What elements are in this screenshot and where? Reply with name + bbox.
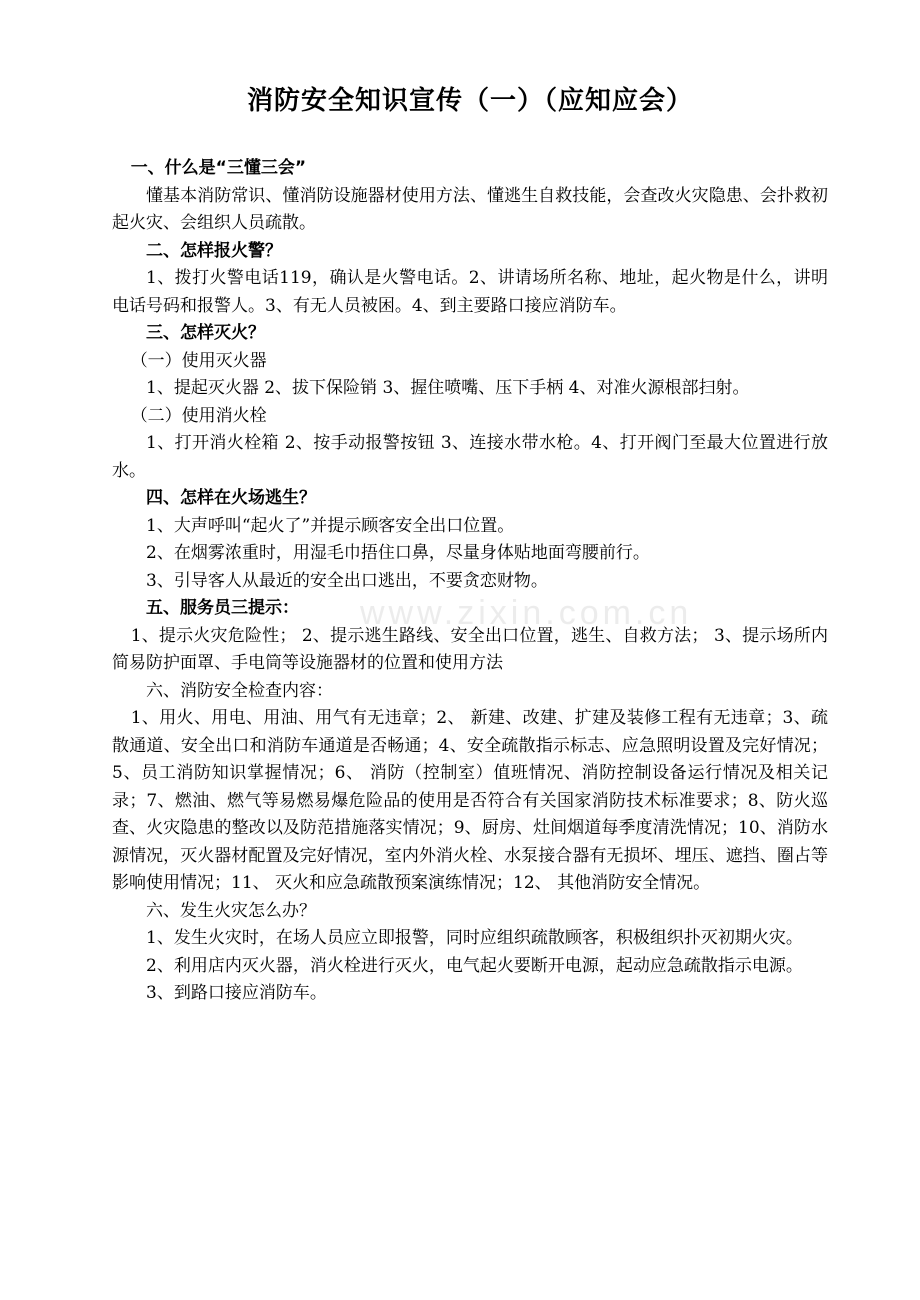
escape-item-2: 2、在烟雾浓重时，用湿毛巾捂住口鼻，尽量身体贴地面弯腰前行。 [146, 543, 650, 563]
section-heading-extinguish: 三、怎样灭火？ [146, 323, 265, 343]
fire-response-item-2: 2、利用店内灭火器，消火栓进行灭火，电气起火要断开电源，起动应急疏散指示电源。 [146, 955, 803, 976]
section-heading-escape: 四、怎样在火场逃生？ [146, 488, 316, 508]
subheading-extinguisher: （一）使用灭火器 [130, 350, 267, 371]
document-title: 消防安全知识宣传（一）（应知应会） [246, 86, 693, 116]
watermark: www.zixin.com.cn [360, 594, 693, 632]
subheading-hydrant: （二）使用消火栓 [130, 405, 267, 426]
document-page [112, 80, 828, 1008]
fire-response-item-1: 1、发生火灾时，在场人员应立即报警，同时应组织疏散顾客，积极组织扑灭初期火灾。 [146, 928, 803, 948]
section-heading-fire-response: 六、发生火灾怎么办？ [146, 900, 316, 921]
fire-response-item-3: 3、到路口接应消防车。 [146, 983, 327, 1003]
section-heading-three-understand: 一、什么是“三懂三会” [130, 158, 307, 178]
section-heading-staff-tips: 五、服务员三提示： [146, 598, 299, 618]
escape-item-1: 1、大声呼叫“起火了”并提示顾客安全出口位置。 [146, 515, 515, 536]
section-body-report-fire: 1、拨打火警电话119，确认是火警电话。2、讲请场所名称、地址，起火物是什么，讲明电话号码和报警人。3、有无人员被困。4、到主要路口接应消防车。 [112, 268, 828, 316]
extinguisher-steps: 1、提起灭火器 2、拔下保险销 3、握住喷嘴、压下手柄 4、对准火源根部扫射。 [146, 378, 750, 398]
escape-item-3: 3、引导客人从最近的安全出口逃出，不要贪恋财物。 [146, 570, 548, 591]
hydrant-steps: 1、打开消火栓箱 2、按手动报警按钮 3、连接水带水枪。4、打开阀门至最大位置进行放水。 [112, 433, 828, 481]
section-heading-inspection: 六、消防安全检查内容： [146, 680, 333, 701]
section-body-inspection: 1、用火、用电、用油、用气有无违章；2、 新建、改建、扩建及装修工程有无违章；3、疏散通道、安全出口和消防车通道是否畅通；4、安全疏散指示标志、应急照明设置及完好情况；5、员工消防知识掌握情况；6、 消防（控制室）值班情况、消防控制设备运行情况及相关记录；7、燃油、燃气等易燃易爆危险品的使用是否符合有关国家消防技术标准要求；8、防火巡查、火灾隐患的整改以及防范措施落实情况；9、厨房、灶间烟道每季度清洗情况；10、消防水源情况，灭火器材配置及完好情况，室内外消火栓、水泵接合器有无损坏、埋压、遮挡、圈占等影响使用情况；11、 灭火和应急疏散预案演练情况；12、 其他消防安全情况。 [112, 708, 828, 893]
section-body-three-understand: 懂基本消防常识、懂消防设施器材使用方法、懂逃生自救技能，会查改火灾隐患、会扑救初起火灾、会组织人员疏散。 [112, 185, 828, 233]
section-heading-report-fire: 二、怎样报火警？ [146, 240, 282, 261]
section-body-staff-tips: 1、提示火灾危险性； 2、提示逃生路线、安全出口位置，逃生、自救方法； 3、提示场所内简易防护面罩、手电筒等设施器材的位置和使用方法 [112, 625, 828, 673]
